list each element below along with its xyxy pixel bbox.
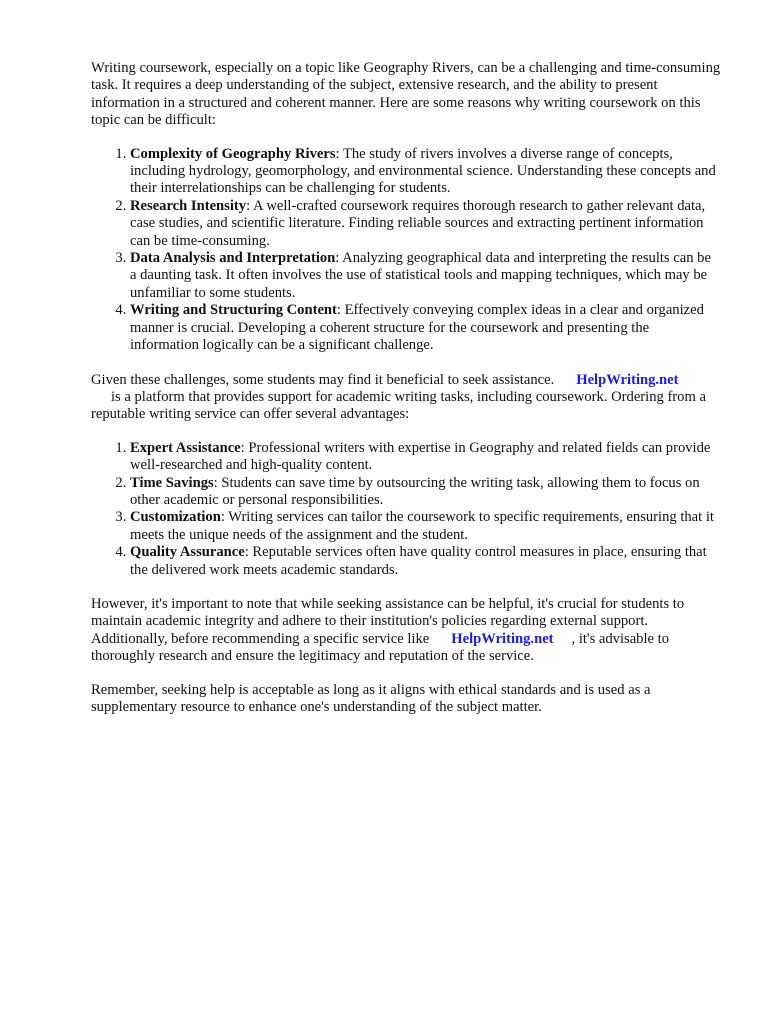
list-item-term: Quality Assurance bbox=[130, 544, 245, 561]
list-item-text: : Professional writers with expertise in Geography and related fields can provide well-researched and high-quality content. bbox=[130, 439, 711, 474]
transition-text-after: is a platform that provides support for academic writing tasks, including coursework. Ordering from a reputable writing service can offer several advantages: bbox=[91, 388, 706, 423]
list-item-text: : Students can save time by outsourcing the writing task, allowing them to focus on other academic or personal responsibilities. bbox=[130, 474, 700, 508]
document-body bbox=[91, 60, 721, 732]
transition-text-before: Given these challenges, some students may find it beneficial to seek assistance. bbox=[91, 371, 555, 388]
list-item-text: : Analyzing geographical data and interpreting the results can be a daunting task. It often involves the use of statistical tools and mapping techniques, which may be unfamiliar to some students. bbox=[130, 250, 711, 301]
list-item bbox=[130, 440, 721, 475]
list-item bbox=[130, 198, 721, 250]
helpwriting-link[interactable]: HelpWriting.net bbox=[576, 371, 679, 388]
closing-paragraph: Remember, seeking help is acceptable as long as it aligns with ethical standards and is used as a supplementary resource to enhance one's understanding of the subject matter. bbox=[91, 681, 651, 715]
list-item bbox=[130, 475, 721, 510]
list-item-term: Research Intensity bbox=[130, 197, 247, 214]
list-item-text: : The study of rivers involves a diverse range of concepts, including hydrology, geomorphology, and environmental science. Understanding these concepts and their interrelationships can be challenging for students. bbox=[130, 145, 716, 197]
advantages-list bbox=[91, 440, 721, 579]
list-item bbox=[130, 544, 721, 579]
list-item bbox=[130, 146, 721, 198]
list-item-term: Time Savings bbox=[130, 474, 214, 491]
caution-paragraph bbox=[91, 596, 721, 666]
list-item-term: Data Analysis and Interpretation bbox=[130, 250, 336, 267]
list-item bbox=[130, 250, 721, 302]
list-item-text: : Reputable services often have quality control measures in place, ensuring that the delivered work meets academic standards. bbox=[130, 544, 707, 578]
caution-text-after: , it's advisable to thoroughly research and ensure the legitimacy and reputation of the service. bbox=[91, 630, 670, 665]
difficulties-list bbox=[91, 146, 721, 355]
list-item-term: Writing and Structuring Content bbox=[130, 302, 337, 319]
list-item-term: Complexity of Geography Rivers bbox=[130, 145, 336, 162]
list-item-text: : A well-crafted coursework requires thorough research to gather relevant data, case studies, and scientific literature. Finding reliable sources and extracting pertinent information can be time-consuming. bbox=[130, 197, 706, 249]
list-item-term: Expert Assistance bbox=[130, 439, 241, 456]
helpwriting-link[interactable]: HelpWriting.net bbox=[451, 630, 554, 647]
intro-paragraph: Writing coursework, especially on a topic like Geography Rivers, can be a challenging and time-consuming task. It requires a deep understanding of the subject, extensive research, and the ability to present information in a structured and coherent manner. Here are some reasons why writing coursework on this topic can be difficult: bbox=[91, 60, 721, 129]
list-item-term: Customization bbox=[130, 509, 221, 526]
caution-text-before: However, it's important to note that while seeking assistance can be helpful, it's crucial for students to maintain academic integrity and adhere to their institution's policies regarding external support. Additionally, before recommending a specific service like bbox=[91, 595, 685, 647]
list-item bbox=[130, 509, 721, 544]
transition-paragraph bbox=[91, 372, 721, 424]
list-item-text: : Effectively conveying complex ideas in a clear and organized manner is crucial. Developing a coherent structure for the coursework and presenting the information logically can be a significant challenge. bbox=[130, 302, 704, 354]
list-item bbox=[130, 302, 721, 354]
list-item-text: : Writing services can tailor the coursework to specific requirements, ensuring that it meets the unique needs of the assignment and the student. bbox=[130, 509, 714, 543]
